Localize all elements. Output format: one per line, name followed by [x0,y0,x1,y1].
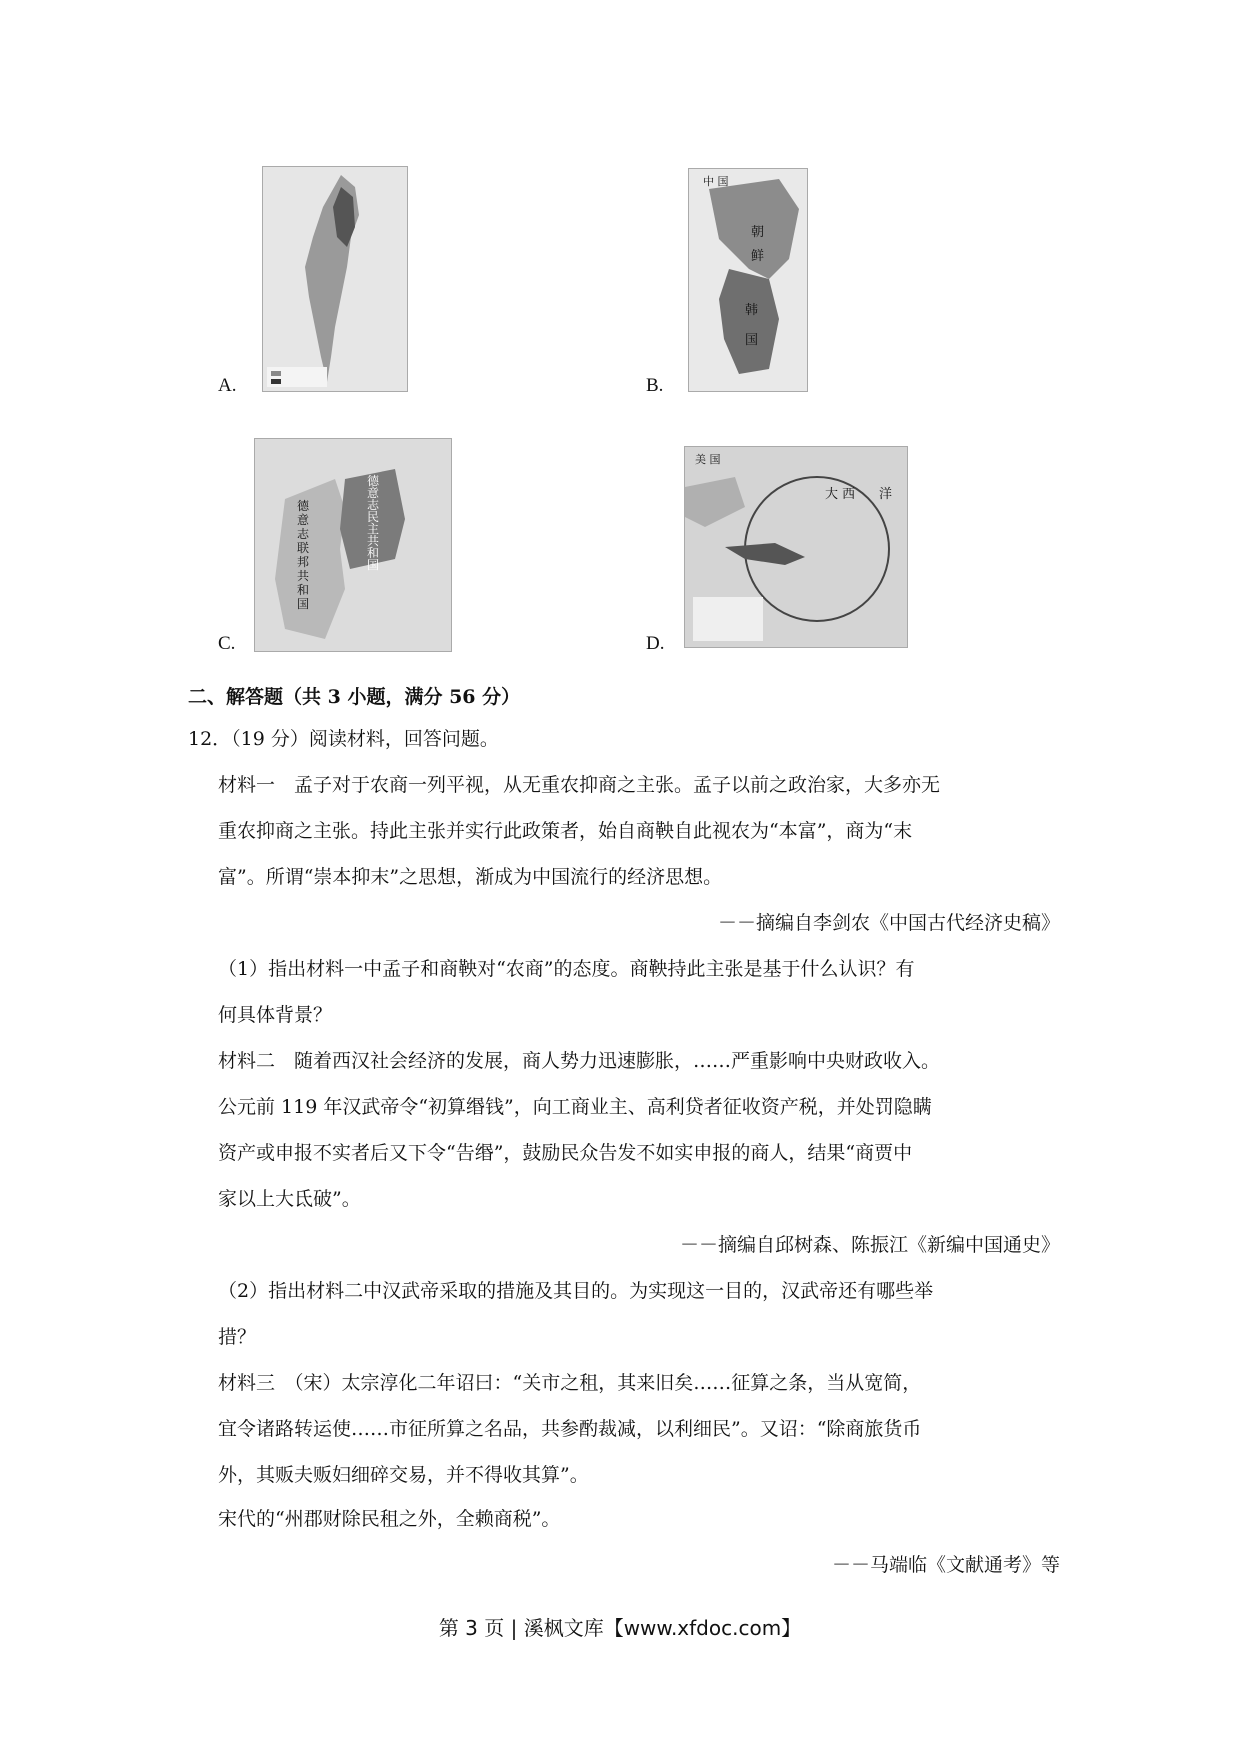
map-label-xian: 鲜 [751,249,765,264]
question2-line2: 措？ [218,1326,257,1348]
material2-line1: 材料二 随着西汉社会经济的发展，商人势力迅速膨胀，……严重影响中央财政收入。 [218,1050,941,1072]
option-d-map [684,446,908,648]
material1-line2: 重农抑商之主张。持此主张并实行此政策者，始自商鞅自此视农为“本富”，商为“末 [218,820,913,842]
option-c-map [254,438,452,652]
section-title: 二、解答题（共 3 小题，满分 56 分） [188,686,521,708]
option-c-label[interactable]: C. [218,633,236,654]
material1-line3: 富”。所谓“崇本抑末”之思想，渐成为中国流行的经济思想。 [218,866,723,888]
material3-line2: 宜令诸路转运使……市征所算之名品，共参酌裁减，以利细民”。又诏：“除商旅货币 [218,1418,922,1440]
question1-line2: 何具体背景？ [218,1004,333,1026]
material3-source: －－马端临《文献通考》等 [831,1554,1060,1576]
map-label-gdr: 德意志民主共和国 [367,474,380,572]
map-label-chao: 朝 [751,225,765,240]
option-b-label[interactable]: B. [646,375,664,396]
material3-line1: 材料三 （宋）太宗淳化二年诏曰：“关市之租，其来旧矣……征算之条，当从宽简， [218,1372,922,1394]
map-label-guo: 国 [745,333,759,348]
option-b-map [688,168,808,392]
korea-map-image [689,169,807,391]
map-label-frg: 德意志联邦共和国 [297,499,310,611]
map-label-usa: 美 国 [695,453,721,466]
question-header: 12．（19 分）阅读材料，回答问题。 [188,728,499,750]
map-label-china: 中 国 [703,175,729,188]
material1-source: －－摘编自李剑农《中国古代经济史稿》 [717,912,1060,934]
material1-line1: 材料一 孟子对于农商一列平视，从无重农抑商之主张。孟子以前之政治家，大多亦无 [218,774,941,796]
option-a-label[interactable]: A. [218,375,237,396]
option-d-label[interactable]: D. [646,633,665,654]
page-footer: 第 3 页 | 溪枫文库【www.xfdoc.com】 [438,1616,802,1640]
option-a-map [262,166,408,392]
map-label-atlantic: 大 西 [825,487,856,502]
material2-line2: 公元前 119 年汉武帝令“初算缗钱”，向工商业主、高利贷者征收资产税，并处罚隐瞒 [218,1096,932,1118]
map-label-han: 韩 [745,303,759,318]
material2-line3: 资产或申报不实者后又下令“告缗”，鼓励民众告发不如实申报的商人，结果“商贾中 [218,1142,913,1164]
map-label-ocean: 洋 [879,487,893,502]
question1-line1: （1）指出材料一中孟子和商鞅对“农商”的态度。商鞅持此主张是基于什么认识？有 [218,958,915,980]
material2-source: －－摘编自邱树森、陈振江《新编中国通史》 [679,1234,1060,1256]
cuba-map-image [685,447,907,647]
israel-map-image [263,167,407,391]
question2-line1: （2）指出材料二中汉武帝采取的措施及其目的。为实现这一目的，汉武帝还有哪些举 [218,1280,934,1302]
material2-line4: 家以上大氐破”。 [218,1188,361,1210]
material3-line3: 外，其贩夫贩妇细碎交易，并不得收其算”。 [218,1464,589,1486]
material3-line4: 宋代的“州郡财除民租之外，全赖商税”。 [218,1508,561,1530]
germany-map-image [255,439,451,651]
